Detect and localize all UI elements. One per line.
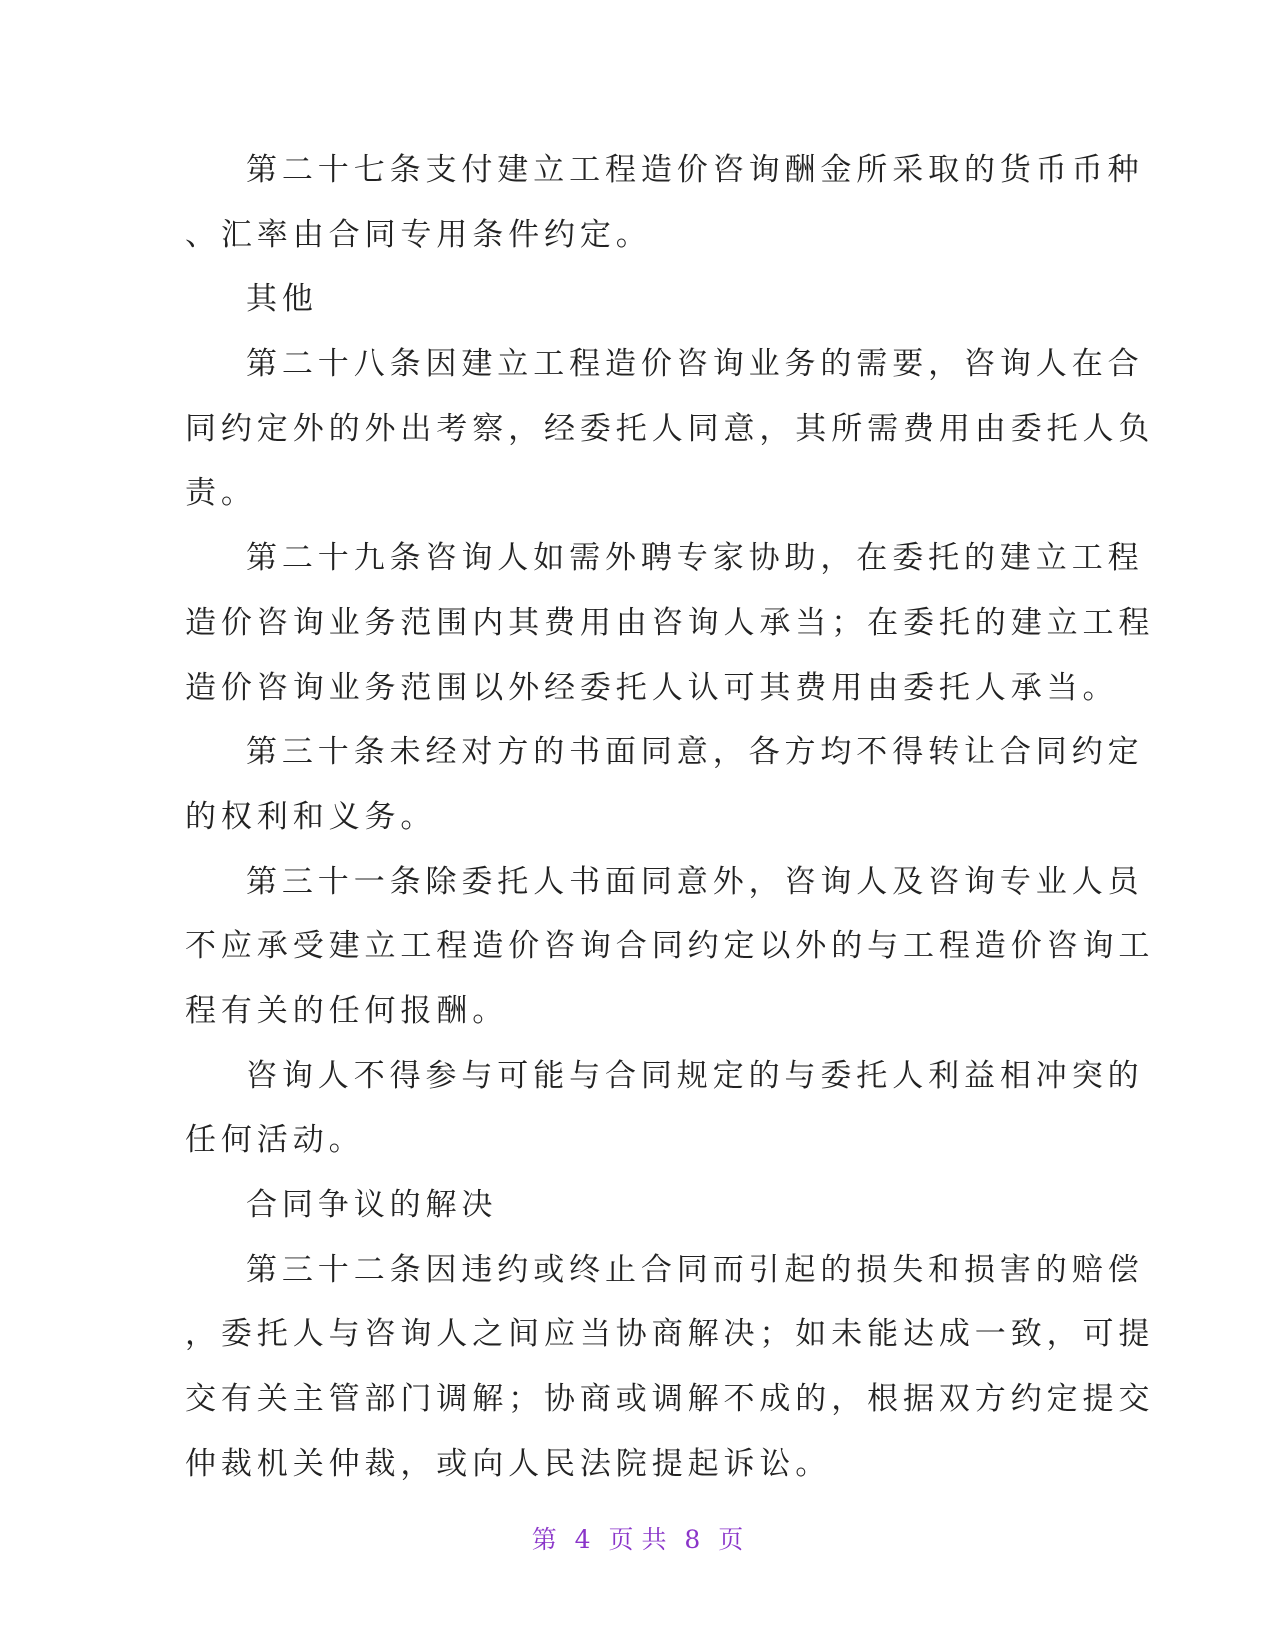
total-pages-number: 8	[684, 1525, 701, 1554]
paragraph	[185, 1238, 1155, 1497]
paragraph-line: 交有关主管部门调解；协商或调解不成的，根据双方约定提交	[185, 1381, 1155, 1418]
section-heading-text: 合同争议的解决	[246, 1187, 498, 1223]
paragraph	[185, 1044, 1144, 1173]
paragraph-line: 第三十一条除委托人书面同意外，咨询人及咨询专业人员	[246, 863, 1144, 900]
current-page-number: 4	[574, 1525, 591, 1554]
page-number-footer	[0, 1520, 1275, 1556]
paragraph	[185, 332, 1155, 526]
paragraph	[185, 526, 1155, 720]
paragraph-line: 、汇率由合同专用条件约定。	[185, 216, 652, 253]
paragraph	[185, 720, 1144, 849]
footer-suffix: 页	[718, 1525, 744, 1554]
paragraph-line: ，委托人与咨询人之间应当协商解决；如未能达成一致，可提	[185, 1316, 1155, 1353]
paragraph-line: 仲裁机关仲裁，或向人民法院提起诉讼。	[185, 1445, 832, 1482]
paragraph-line: 咨询人不得参与可能与合同规定的与委托人利益相冲突的	[246, 1057, 1144, 1094]
paragraph-line: 第二十九条咨询人如需外聘专家协助，在委托的建立工程	[246, 540, 1144, 577]
paragraph-line: 同约定外的外出考察，经委托人同意，其所需费用由委托人负	[185, 410, 1155, 447]
section-heading-text: 其他	[246, 281, 318, 318]
paragraph-line: 任何活动。	[185, 1122, 365, 1159]
paragraph	[185, 850, 1155, 1044]
document-body	[185, 138, 1155, 1496]
section-heading	[185, 267, 1065, 332]
paragraph-line: 的权利和义务。	[185, 798, 437, 835]
paragraph-line: 第三十二条因违约或终止合同而引起的损失和损害的赔偿	[246, 1251, 1144, 1288]
paragraph-line: 第二十八条因建立工程造价咨询业务的需要，咨询人在合	[246, 346, 1144, 383]
paragraph	[185, 138, 1144, 267]
section-heading	[185, 1173, 1065, 1238]
footer-prefix: 第	[531, 1525, 557, 1554]
paragraph-line: 不应承受建立工程造价咨询合同约定以外的与工程造价咨询工	[185, 928, 1155, 965]
paragraph-line: 责。	[185, 475, 257, 512]
paragraph-line: 第二十七条支付建立工程造价咨询酬金所采取的货币币种	[246, 152, 1144, 188]
paragraph-line: 第三十条未经对方的书面同意，各方均不得转让合同约定	[246, 734, 1144, 771]
paragraph-line: 程有关的任何报酬。	[185, 992, 509, 1029]
paragraph-line: 造价咨询业务范围内其费用由咨询人承当；在委托的建立工程	[185, 604, 1155, 641]
paragraph-line: 造价咨询业务范围以外经委托人认可其费用由委托人承当。	[185, 669, 1119, 706]
footer-middle: 页 共	[608, 1525, 667, 1554]
